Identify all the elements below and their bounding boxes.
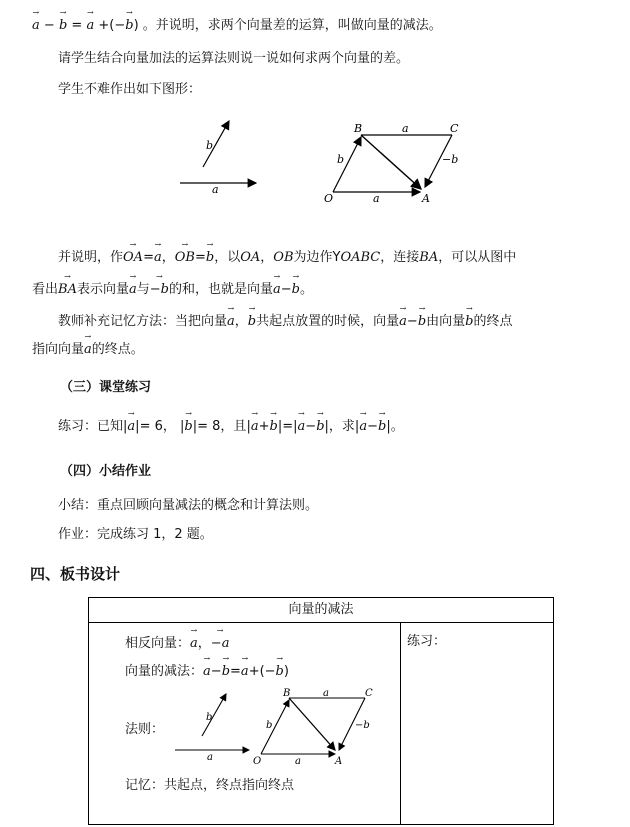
- para6: [58, 310, 513, 329]
- vec-a: → a: [298, 419, 306, 434]
- vec-b: → b: [292, 282, 300, 297]
- board-vector-ba: [289, 698, 335, 750]
- vec-b: → b: [206, 250, 214, 265]
- vec-b: → b: [418, 314, 426, 329]
- vec-a: → a: [86, 18, 94, 33]
- board-label-b-left: b: [266, 720, 273, 731]
- vec-b: → b: [125, 18, 133, 33]
- vec-BA: → BA: [58, 282, 77, 297]
- board-design-table: [88, 597, 554, 825]
- board-title: 向量的减法: [89, 598, 553, 623]
- label-A: A: [422, 192, 430, 205]
- text: ，以: [214, 250, 241, 265]
- seg-BA: BA: [419, 250, 439, 265]
- vec-minus-a: → −a: [211, 636, 230, 651]
- vec-a: → a: [227, 314, 235, 329]
- para3: 学生不难作出如下图形：: [58, 82, 202, 97]
- seg-OA: OA: [240, 250, 261, 265]
- value: = 8: [197, 419, 221, 434]
- op: =: [194, 250, 206, 265]
- label-a-bottom: a: [373, 192, 380, 205]
- board-label-a: a: [207, 752, 213, 763]
- board-vector-figure: [169, 686, 399, 766]
- label-a: a: [212, 183, 219, 196]
- abs-bar: |: [246, 419, 251, 434]
- column-divider: [400, 623, 401, 824]
- vec-a: → a: [32, 18, 40, 33]
- vec-minus-b: → −b: [150, 282, 169, 297]
- op: ): [133, 18, 139, 33]
- op: ): [283, 664, 289, 679]
- text: 。: [390, 419, 404, 434]
- text: 共起点放置的时候，向量: [256, 314, 400, 329]
- OABC: OABC: [340, 250, 381, 265]
- text: 与: [136, 282, 150, 297]
- value: = 6: [139, 419, 163, 434]
- text: 教师补充记忆方法：当把向量: [58, 314, 228, 329]
- text: ，连接: [380, 250, 420, 265]
- abs-bar: |: [354, 419, 360, 434]
- label-b-left: b: [337, 153, 345, 166]
- vec-OA: → OA: [123, 250, 143, 265]
- text: ，: [162, 419, 176, 434]
- text: 的和，也就是向量: [168, 282, 273, 297]
- text: 由向量: [426, 314, 466, 329]
- abs-bar: |: [180, 419, 185, 434]
- vec-a: → a: [129, 282, 137, 297]
- summary: 小结：重点回顾向量减法的概念和计算法则。: [58, 498, 319, 513]
- text: ，: [234, 314, 248, 329]
- label-minus-b: −b: [442, 153, 459, 166]
- text: 。: [300, 282, 314, 297]
- op: −: [210, 664, 222, 679]
- abs-bar: |: [386, 419, 391, 434]
- abs-bar: |: [135, 419, 140, 434]
- board-label-a-top: a: [323, 688, 329, 699]
- vec-b: → b: [59, 18, 67, 33]
- text: 看出: [32, 282, 59, 297]
- section-summary-homework: （四）小结作业: [60, 464, 152, 479]
- vec-a: → a: [190, 636, 198, 651]
- vec-a: → a: [273, 282, 281, 297]
- board-label-O: O: [253, 756, 262, 766]
- text: 的终点。: [91, 342, 144, 357]
- vector-ba: [361, 135, 421, 189]
- para5: [32, 278, 313, 297]
- abs-bar: |: [192, 419, 198, 434]
- parallelogram-symbol: Y: [332, 250, 341, 265]
- vec-b: → b: [276, 664, 284, 679]
- vec-a: → a: [203, 664, 211, 679]
- op: −: [280, 282, 292, 297]
- vec-a: → a: [127, 419, 135, 434]
- text: ，求: [328, 419, 355, 434]
- vector-figure: [150, 105, 510, 215]
- opposite-vector-line: [125, 632, 229, 651]
- text: 并说明，作: [58, 250, 124, 265]
- op: −: [406, 314, 418, 329]
- para4: [58, 246, 516, 265]
- text: ，且: [220, 419, 247, 434]
- op: =: [71, 18, 83, 33]
- text: ，: [197, 636, 211, 651]
- vec-OB: → OB: [175, 250, 195, 265]
- vec-b: → b: [270, 419, 278, 434]
- op: =: [143, 250, 154, 265]
- formula-line: [32, 14, 442, 33]
- text: ，可以从图中: [438, 250, 517, 265]
- vector-subtraction-line: [125, 660, 289, 679]
- vec-a: → a: [241, 664, 249, 679]
- abs-bar: |: [123, 419, 128, 434]
- board-label-A: A: [335, 756, 343, 766]
- abs-bar: |: [324, 419, 329, 434]
- vec-a: → a: [359, 419, 367, 434]
- text: 指向向量: [32, 342, 85, 357]
- vec-b: → b: [465, 314, 473, 329]
- board-label-b: b: [206, 712, 213, 723]
- memory-line: 记忆：共起点，终点指向终点: [125, 778, 295, 793]
- board-label-minus-b: −b: [355, 720, 370, 731]
- label-b: b: [206, 139, 214, 152]
- section-classroom-practice: （三）课堂练习: [60, 380, 152, 395]
- label-O: O: [324, 192, 334, 205]
- op: +: [258, 419, 270, 434]
- vec-b: → b: [222, 664, 230, 679]
- exercise-line: [58, 415, 404, 434]
- op: −: [305, 419, 317, 434]
- text: 向量的减法：: [125, 664, 204, 679]
- op: +(−: [98, 18, 126, 33]
- label-a-top: a: [402, 122, 409, 135]
- para2: 请学生结合向量加法的运算法则说一说如何求两个向量的差。: [58, 51, 410, 66]
- seg-OB: OB: [273, 250, 294, 265]
- label-C: C: [450, 122, 459, 135]
- vec-b: → b: [184, 419, 192, 434]
- op: −: [43, 18, 55, 33]
- vec-a: → a: [84, 342, 92, 357]
- label-B: B: [354, 122, 363, 135]
- board-label-C: C: [365, 688, 373, 699]
- homework: 作业：完成练习 1，2 题。: [58, 527, 213, 542]
- text: 的终点: [473, 314, 513, 329]
- board-label-B: B: [283, 688, 291, 699]
- op: =: [230, 664, 241, 679]
- abs-bar: |: [277, 419, 283, 434]
- op: −: [367, 419, 378, 434]
- board-exercise-label: 练习：: [407, 634, 447, 649]
- text: ，: [260, 250, 274, 265]
- para1-text: 。并说明，求两个向量差的运算，叫做向量的减法。: [142, 18, 442, 33]
- vec-b: → b: [316, 419, 324, 434]
- op: =: [282, 419, 294, 434]
- vec-a: → a: [154, 250, 162, 265]
- text: ，: [161, 250, 175, 265]
- text: 为边作: [293, 250, 333, 265]
- text: 相反向量：: [125, 636, 191, 651]
- text: 表示向量: [76, 282, 129, 297]
- text: 练习：已知: [58, 419, 124, 434]
- rule-label: 法则：: [125, 722, 165, 737]
- board-label-a-bottom: a: [295, 756, 301, 766]
- vec-b: → b: [248, 314, 256, 329]
- para7: [32, 338, 144, 357]
- vec-b: → b: [378, 419, 386, 434]
- op: +(−: [248, 664, 276, 679]
- vec-a: → a: [399, 314, 407, 329]
- heading-board-design: 四、板书设计: [30, 565, 121, 583]
- vec-a: → a: [251, 419, 259, 434]
- abs-bar: |: [293, 419, 298, 434]
